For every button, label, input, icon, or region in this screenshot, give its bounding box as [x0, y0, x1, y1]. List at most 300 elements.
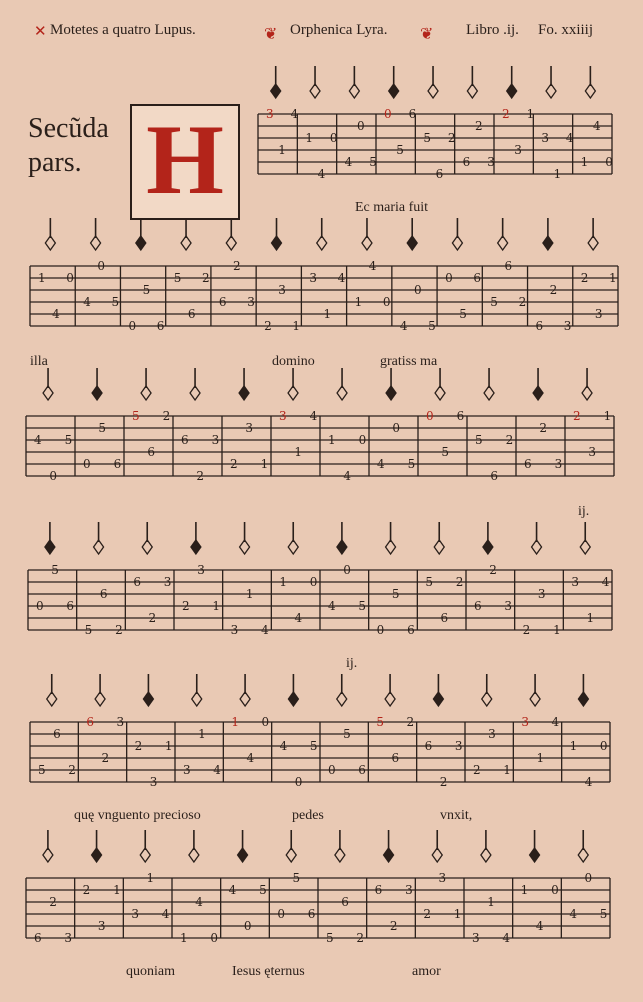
tab-cipher: 2	[162, 409, 171, 423]
tab-cipher: 6	[374, 883, 383, 897]
tab-cipher: 2	[455, 575, 464, 589]
lyric-row2-c: gratiss ma	[380, 354, 438, 369]
tab-cipher: 2	[356, 931, 365, 945]
hollow-note-icon	[452, 236, 462, 250]
tab-cipher: 4	[565, 131, 574, 145]
hollow-note-icon	[43, 386, 53, 400]
tab-cipher: 6	[53, 727, 61, 741]
tab-cipher: 3	[488, 727, 496, 741]
tab-cipher: 6	[474, 599, 482, 613]
tab-cipher: 5	[459, 307, 467, 321]
tab-cipher: 3	[279, 409, 287, 423]
tab-cipher: 6	[408, 107, 417, 121]
hollow-note-icon	[481, 848, 491, 862]
hollow-note-icon	[240, 540, 250, 554]
tab-cipher: 4	[399, 319, 408, 333]
filled-note-icon	[507, 84, 517, 98]
filled-note-icon	[337, 540, 347, 554]
tab-cipher: 2	[522, 623, 531, 637]
tab-cipher: 5	[132, 409, 140, 423]
tab-cipher: 4	[294, 611, 303, 625]
tab-cipher: 4	[343, 469, 351, 483]
tab-cipher: 3	[131, 907, 139, 921]
tab-cipher: 1	[164, 739, 173, 753]
tab-cipher: 6	[424, 739, 433, 753]
header-folio: Fo. xxiiij	[538, 22, 594, 38]
filled-note-icon	[407, 236, 417, 250]
tab-cipher: 6	[34, 931, 42, 945]
filled-note-icon	[533, 386, 543, 400]
filled-note-icon	[288, 692, 298, 706]
hollow-note-icon	[192, 692, 202, 706]
lyric-row6-b: Iesus ęternus	[232, 964, 305, 979]
tab-cipher: 6	[524, 457, 532, 471]
lyric-row4-mark: ij.	[346, 656, 358, 671]
tab-cipher: 0	[128, 319, 137, 333]
tab-cipher: 4	[502, 931, 511, 945]
hollow-note-icon	[310, 84, 320, 98]
tab-cipher: 2	[101, 751, 110, 765]
tab-cipher: 2	[230, 457, 238, 471]
tab-cipher: 0	[97, 259, 106, 273]
tab-cipher: 1	[260, 457, 269, 471]
fleuron-icon: ❦	[420, 26, 434, 43]
hollow-note-icon	[498, 236, 508, 250]
tab-cipher: 4	[368, 259, 377, 273]
hollow-note-icon	[578, 848, 588, 862]
tab-cipher: 5	[326, 931, 334, 945]
tab-cipher: 5	[259, 883, 267, 897]
filled-note-icon	[238, 848, 248, 862]
tab-cipher: 4	[592, 119, 601, 133]
tab-cipher: 2	[505, 433, 514, 447]
tab-cipher: 0	[605, 155, 613, 169]
tab-cipher: 2	[423, 907, 431, 921]
tab-cipher: 0	[599, 739, 608, 753]
tab-cipher: 5	[391, 587, 400, 601]
tab-cipher: 5	[98, 421, 106, 435]
tab-cipher: 1	[278, 143, 286, 157]
hollow-note-icon	[45, 236, 55, 250]
hollow-note-icon	[428, 84, 438, 98]
tab-cipher: 1	[609, 271, 617, 285]
tab-cipher: 1	[38, 271, 46, 285]
hollow-note-icon	[240, 692, 250, 706]
hollow-note-icon	[546, 84, 556, 98]
tab-cipher: 1	[586, 611, 595, 625]
tab-cipher: 6	[113, 457, 122, 471]
tab-cipher: 1	[146, 871, 155, 885]
tab-cipher: 4	[328, 599, 336, 613]
tab-cipher: 2	[406, 715, 415, 729]
filled-note-icon	[136, 236, 146, 250]
tab-cipher: 0	[426, 409, 434, 423]
hollow-note-icon	[386, 540, 396, 554]
tab-cipher: 1	[553, 623, 561, 637]
tab-cipher: 5	[441, 445, 449, 459]
hollow-note-icon	[530, 692, 540, 706]
filled-note-icon	[433, 692, 443, 706]
hollow-note-icon	[288, 386, 298, 400]
hollow-note-icon	[337, 386, 347, 400]
lyric-row6-a: quoniam	[126, 964, 175, 979]
tab-cipher: 6	[535, 319, 544, 333]
tab-cipher: 1	[323, 307, 332, 321]
tab-cipher: 5	[38, 763, 46, 777]
header-middle-text: Orphenica Lyra.	[290, 22, 388, 38]
tab-cipher: 0	[343, 563, 351, 577]
tab-cipher: 3	[504, 599, 513, 613]
tab-cipher: 0	[261, 715, 270, 729]
tab-cipher: 6	[504, 259, 513, 273]
tab-cipher: 1	[520, 883, 529, 897]
hollow-note-icon	[140, 848, 150, 862]
lyric-row5-b: pedes	[292, 808, 324, 823]
tab-cipher: 2	[489, 563, 497, 577]
tab-cipher: 1	[305, 131, 313, 145]
tab-cipher: 0	[243, 919, 252, 933]
hollow-note-icon	[286, 848, 296, 862]
filled-note-icon	[239, 386, 249, 400]
tab-cipher: 2	[134, 739, 143, 753]
tab-cipher: 5	[292, 871, 301, 885]
tab-cipher: 2	[549, 283, 558, 297]
tab-cipher: 0	[66, 271, 74, 285]
tab-cipher: 2	[233, 259, 241, 273]
tab-cipher: 3	[309, 271, 318, 285]
filled-note-icon	[271, 84, 281, 98]
tab-cipher: 1	[279, 575, 287, 589]
tab-cipher: 1	[536, 751, 545, 765]
tab-cipher: 2	[196, 469, 204, 483]
tab-cipher: 2	[580, 271, 589, 285]
lyric-row5-a: quę vnguento precioso	[74, 808, 201, 823]
tab-cipher: 6	[407, 623, 415, 637]
hollow-note-icon	[432, 848, 442, 862]
tab-cipher: 5	[51, 563, 59, 577]
tab-cipher: 1	[354, 295, 363, 309]
tab-cipher: 6	[99, 587, 108, 601]
hollow-note-icon	[467, 84, 477, 98]
tab-cipher: 0	[294, 775, 303, 789]
tab-cipher: 1	[503, 763, 511, 777]
tab-cipher: 3	[64, 931, 73, 945]
tab-cipher: 2	[115, 623, 123, 637]
filled-note-icon	[45, 540, 55, 554]
section-title-line2: pars.	[28, 147, 82, 178]
section-title-line1: Secũda	[28, 113, 109, 144]
tab-cipher: 5	[309, 739, 318, 753]
tab-cipher: 6	[156, 319, 165, 333]
tab-cipher: 2	[439, 775, 448, 789]
tab-cipher: 6	[181, 433, 189, 447]
fleuron-icon: ❦	[264, 26, 278, 43]
filled-note-icon	[92, 386, 102, 400]
hollow-note-icon	[385, 692, 395, 706]
tab-cipher: 3	[211, 433, 220, 447]
header-left-text: Motetes a quatro Lupus.	[50, 22, 196, 38]
lyric-row1: Ec maria fuit	[355, 200, 429, 215]
tab-cipher: 0	[384, 107, 392, 121]
lyric-row5-c: vnxit,	[440, 808, 473, 823]
hollow-note-icon	[189, 848, 199, 862]
tab-cipher: 3	[163, 575, 172, 589]
tab-cipher: 3	[514, 143, 522, 157]
filled-note-icon	[578, 692, 588, 706]
tab-cipher: 6	[147, 445, 155, 459]
tab-cipher: 5	[376, 715, 384, 729]
tab-cipher: 4	[317, 167, 326, 181]
tab-cipher: 4	[213, 763, 221, 777]
tab-cipher: 3	[571, 575, 579, 589]
lyric-row6-c: amor	[412, 964, 441, 979]
tab-cipher: 2	[264, 319, 272, 333]
tab-cipher: 5	[599, 907, 608, 921]
tab-cipher: 1	[231, 715, 239, 729]
tab-cipher: 4	[34, 433, 42, 447]
hollow-note-icon	[362, 236, 372, 250]
filled-note-icon	[143, 692, 153, 706]
hollow-note-icon	[532, 540, 542, 554]
hollow-note-icon	[580, 540, 590, 554]
hollow-note-icon	[181, 236, 191, 250]
tab-cipher: 0	[356, 119, 365, 133]
tab-cipher: 5	[111, 295, 120, 309]
tab-cipher: 6	[358, 763, 366, 777]
tab-cipher: 5	[490, 295, 498, 309]
tab-cipher: 3	[487, 155, 495, 169]
tab-cipher: 3	[563, 319, 572, 333]
tab-cipher: 6	[391, 751, 400, 765]
tab-cipher: 0	[83, 457, 91, 471]
tab-cipher: 6	[435, 167, 444, 181]
hollow-note-icon	[337, 692, 347, 706]
tab-cipher: 5	[369, 155, 377, 169]
tab-cipher: 1	[526, 107, 535, 121]
header-book: Libro .ij.	[466, 22, 519, 38]
tab-cipher: 4	[83, 295, 91, 309]
tab-cipher: 2	[68, 763, 76, 777]
hollow-note-icon	[142, 540, 152, 554]
tab-cipher: 3	[97, 919, 106, 933]
tab-cipher: 1	[198, 727, 206, 741]
hollow-note-icon	[434, 540, 444, 554]
hollow-note-icon	[95, 692, 105, 706]
tab-cipher: 3	[554, 457, 563, 471]
tab-cipher: 0	[551, 883, 559, 897]
hollow-note-icon	[588, 236, 598, 250]
tab-cipher: 4	[246, 751, 255, 765]
tab-cipher: 3	[438, 871, 447, 885]
tab-cipher: 2	[573, 409, 581, 423]
tab-cipher: 6	[133, 575, 141, 589]
tab-cipher: 4	[377, 457, 385, 471]
tab-cipher: 3	[405, 883, 413, 897]
tab-cipher: 0	[277, 907, 285, 921]
tab-cipher: 3	[521, 715, 529, 729]
tab-cipher: 0	[382, 295, 391, 309]
tab-cipher: 5	[173, 271, 182, 285]
tab-cipher: 2	[539, 421, 547, 435]
tab-cipher: 3	[116, 715, 125, 729]
tab-cipher: 4	[195, 895, 203, 909]
tab-cipher: 6	[341, 895, 349, 909]
tab-cipher: 4	[161, 907, 170, 921]
lyric-row2-a: illa	[30, 354, 48, 369]
tab-cipher: 6	[490, 469, 498, 483]
tab-cipher: 5	[407, 457, 416, 471]
hollow-note-icon	[226, 236, 236, 250]
tab-cipher: 1	[553, 167, 562, 181]
tab-cipher: 0	[328, 763, 336, 777]
tab-cipher: 4	[52, 307, 60, 321]
tab-cipher: 4	[309, 409, 318, 423]
tab-cipher: 6	[473, 271, 481, 285]
tab-cipher: 0	[329, 131, 338, 145]
tab-cipher: 1	[245, 587, 254, 601]
tab-cipher: 5	[358, 599, 367, 613]
hollow-note-icon	[349, 84, 359, 98]
hollow-note-icon	[43, 848, 53, 862]
tab-cipher: 2	[82, 883, 91, 897]
tab-cipher: 3	[149, 775, 158, 789]
tab-cipher: 4	[569, 907, 577, 921]
hollow-note-icon	[190, 386, 200, 400]
tab-cipher: 3	[247, 295, 255, 309]
tab-cipher: 0	[413, 283, 422, 297]
tab-cipher: 0	[36, 599, 44, 613]
hollow-note-icon	[335, 848, 345, 862]
tab-cipher: 2	[473, 763, 481, 777]
hollow-note-icon	[94, 540, 104, 554]
hollow-note-icon	[585, 84, 595, 98]
tab-cipher: 5	[475, 433, 483, 447]
hollow-note-icon	[484, 386, 494, 400]
tab-cipher: 2	[518, 295, 527, 309]
initial-letter: H	[146, 104, 224, 215]
tab-cipher: 2	[201, 271, 210, 285]
filled-note-icon	[384, 848, 394, 862]
tab-cipher: 4	[584, 775, 593, 789]
tab-cipher: 6	[218, 295, 227, 309]
tab-cipher: 4	[290, 107, 299, 121]
hollow-note-icon	[91, 236, 101, 250]
tab-cipher: 3	[183, 763, 191, 777]
tab-cipher: 3	[594, 307, 603, 321]
tab-cipher: 1	[328, 433, 336, 447]
tab-cipher: 0	[584, 871, 593, 885]
tab-cipher: 0	[376, 623, 385, 637]
tab-cipher: 5	[396, 143, 404, 157]
hollow-note-icon	[482, 692, 492, 706]
tab-cipher: 1	[487, 895, 495, 909]
tab-cipher: 6	[440, 611, 449, 625]
tab-cipher: 0	[309, 575, 318, 589]
tab-cipher: 2	[182, 599, 190, 613]
hollow-note-icon	[582, 386, 592, 400]
filled-note-icon	[272, 236, 282, 250]
hollow-note-icon	[317, 236, 327, 250]
tab-cipher: 4	[279, 739, 288, 753]
tab-cipher: 4	[601, 575, 610, 589]
tab-cipher: 3	[230, 623, 239, 637]
tab-cipher: 1	[580, 155, 589, 169]
tab-cipher: 1	[294, 445, 302, 459]
tab-cipher: 4	[535, 919, 544, 933]
tab-cipher: 0	[210, 931, 219, 945]
tab-cipher: 5	[428, 319, 436, 333]
filled-note-icon	[530, 848, 540, 862]
tab-cipher: 1	[180, 931, 188, 945]
tab-cipher: 2	[49, 895, 57, 909]
tab-cipher: 3	[266, 107, 274, 121]
tab-cipher: 1	[292, 319, 301, 333]
tab-cipher: 0	[392, 421, 400, 435]
hollow-note-icon	[47, 692, 57, 706]
hollow-note-icon	[141, 386, 151, 400]
tab-cipher: 6	[456, 409, 465, 423]
tab-cipher: 3	[278, 283, 286, 297]
tab-cipher: 2	[474, 119, 483, 133]
tab-cipher: 3	[588, 445, 596, 459]
tab-cipher: 3	[541, 131, 549, 145]
filled-note-icon	[543, 236, 553, 250]
tab-cipher: 6	[86, 715, 94, 729]
tab-cipher: 3	[197, 563, 205, 577]
tab-cipher: 4	[337, 271, 346, 285]
tab-cipher: 0	[445, 271, 453, 285]
tab-cipher: 5	[343, 727, 351, 741]
lyric-row3-mark: ij.	[578, 504, 590, 519]
tab-cipher: 4	[261, 623, 269, 637]
hollow-note-icon	[288, 540, 298, 554]
tab-cipher: 2	[502, 107, 510, 121]
tab-cipher: 4	[344, 155, 353, 169]
filled-note-icon	[483, 540, 493, 554]
tab-cipher: 5	[423, 131, 431, 145]
tab-cipher: 5	[425, 575, 433, 589]
tab-cipher: 2	[447, 131, 456, 145]
tab-cipher: 0	[358, 433, 367, 447]
tab-cipher: 3	[537, 587, 546, 601]
tab-cipher: 1	[569, 739, 578, 753]
tab-cipher: 6	[462, 155, 471, 169]
lyric-row2-b: domino	[272, 354, 315, 369]
tab-cipher: 1	[453, 907, 462, 921]
tab-cipher: 5	[64, 433, 73, 447]
tab-cipher: 1	[113, 883, 121, 897]
tab-cipher: 5	[142, 283, 151, 297]
header-ornament-icon: ✕	[34, 24, 47, 40]
filled-note-icon	[92, 848, 102, 862]
tab-cipher: 4	[228, 883, 237, 897]
tab-cipher: 1	[603, 409, 612, 423]
filled-note-icon	[191, 540, 201, 554]
tab-cipher: 3	[472, 931, 480, 945]
tab-cipher: 6	[187, 307, 196, 321]
tab-cipher: 3	[454, 739, 463, 753]
tab-cipher: 1	[212, 599, 221, 613]
tab-cipher: 5	[84, 623, 93, 637]
tab-cipher: 4	[551, 715, 560, 729]
tab-cipher: 6	[66, 599, 75, 613]
tab-cipher: 2	[148, 611, 157, 625]
filled-note-icon	[386, 386, 396, 400]
tab-cipher: 0	[49, 469, 57, 483]
tab-cipher: 2	[389, 919, 398, 933]
tab-cipher: 6	[307, 907, 316, 921]
tab-cipher: 3	[245, 421, 253, 435]
